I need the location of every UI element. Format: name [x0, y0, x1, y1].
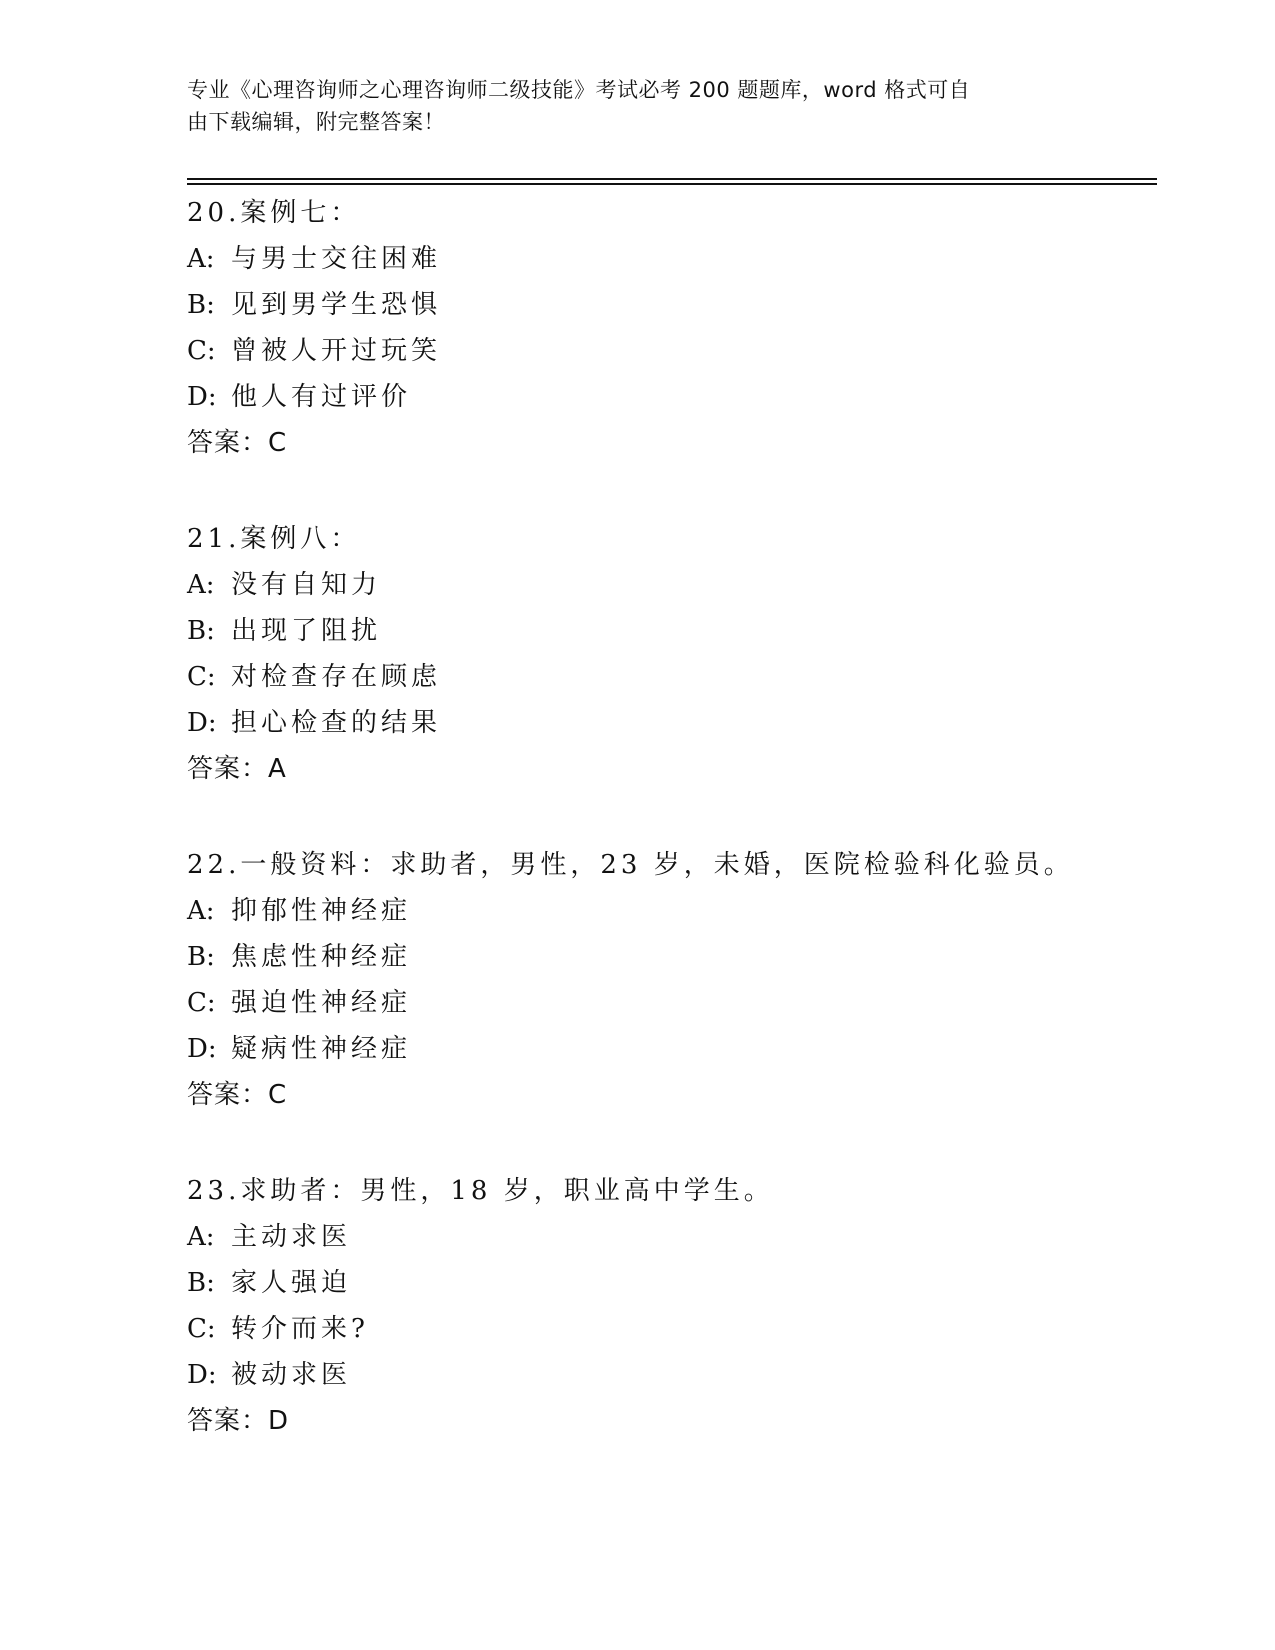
option-key: B: [187, 290, 215, 320]
answer-line: 答案：D [187, 1406, 290, 1436]
option-text: 他人有过评价 [231, 382, 412, 412]
option-text: 焦虑性种经症 [231, 942, 412, 972]
option-c [187, 654, 1147, 700]
option-text: 没有自知力 [231, 570, 382, 600]
option-key: C: [187, 336, 216, 366]
option-c [187, 1306, 1147, 1352]
option-key: D: [187, 1034, 217, 1064]
question-stem: 23.求助者：男性，18 岁，职业高中学生。 [187, 1176, 774, 1206]
option-key: B: [187, 1268, 215, 1298]
option-key: A: [187, 1222, 215, 1252]
header-line-2: 由下载编辑，附完整答案！ [187, 110, 445, 134]
option-key: B: [187, 942, 215, 972]
option-key: B: [187, 616, 215, 646]
option-b [187, 934, 1147, 980]
option-d [187, 700, 1147, 746]
question-stem: 22.一般资料：求助者，男性，23 岁，未婚，医院检验科化验员。 [187, 850, 1074, 880]
option-text: 与男士交往困难 [231, 244, 442, 274]
question-list [187, 190, 1147, 1494]
option-key: C: [187, 1314, 216, 1344]
option-b [187, 608, 1147, 654]
header-divider-bottom [187, 183, 1157, 185]
option-c [187, 328, 1147, 374]
option-text: 抑郁性神经症 [231, 896, 412, 926]
option-key: C: [187, 988, 216, 1018]
option-key: D: [187, 382, 217, 412]
option-d [187, 374, 1147, 420]
option-a [187, 1214, 1147, 1260]
question-item [187, 842, 1147, 1118]
option-a [187, 888, 1147, 934]
option-key: D: [187, 708, 217, 738]
option-key: A: [187, 570, 215, 600]
question-stem: 20.案例七： [187, 198, 361, 228]
option-text: 强迫性神经症 [231, 988, 412, 1018]
document-header [187, 74, 1067, 138]
answer-line: 答案：A [187, 754, 287, 784]
answer-line: 答案：C [187, 1080, 288, 1110]
option-key: A: [187, 244, 215, 274]
option-text: 疑病性神经症 [231, 1034, 412, 1064]
option-text: 担心检查的结果 [231, 708, 442, 738]
option-a [187, 562, 1147, 608]
option-key: D: [187, 1360, 217, 1390]
option-c [187, 980, 1147, 1026]
option-b [187, 1260, 1147, 1306]
option-a [187, 236, 1147, 282]
answer-line: 答案：C [187, 428, 288, 458]
option-text: 家人强迫 [231, 1268, 352, 1298]
header-divider-top [187, 178, 1157, 180]
option-b [187, 282, 1147, 328]
question-item [187, 190, 1147, 466]
option-key: C: [187, 662, 216, 692]
option-text: 对检查存在顾虑 [231, 662, 442, 692]
option-text: 出现了阻扰 [231, 616, 382, 646]
option-text: 转介而来? [231, 1314, 369, 1344]
question-item [187, 516, 1147, 792]
question-stem: 21.案例八： [187, 524, 361, 554]
option-d [187, 1352, 1147, 1398]
option-text: 见到男学生恐惧 [231, 290, 442, 320]
option-text: 主动求医 [231, 1222, 352, 1252]
option-key: A: [187, 896, 215, 926]
option-d [187, 1026, 1147, 1072]
question-item [187, 1168, 1147, 1444]
option-text: 曾被人开过玩笑 [231, 336, 442, 366]
option-text: 被动求医 [231, 1360, 352, 1390]
header-line-1: 专业《心理咨询师之心理咨询师二级技能》考试必考 200 题题库，word 格式可自 [187, 78, 971, 102]
